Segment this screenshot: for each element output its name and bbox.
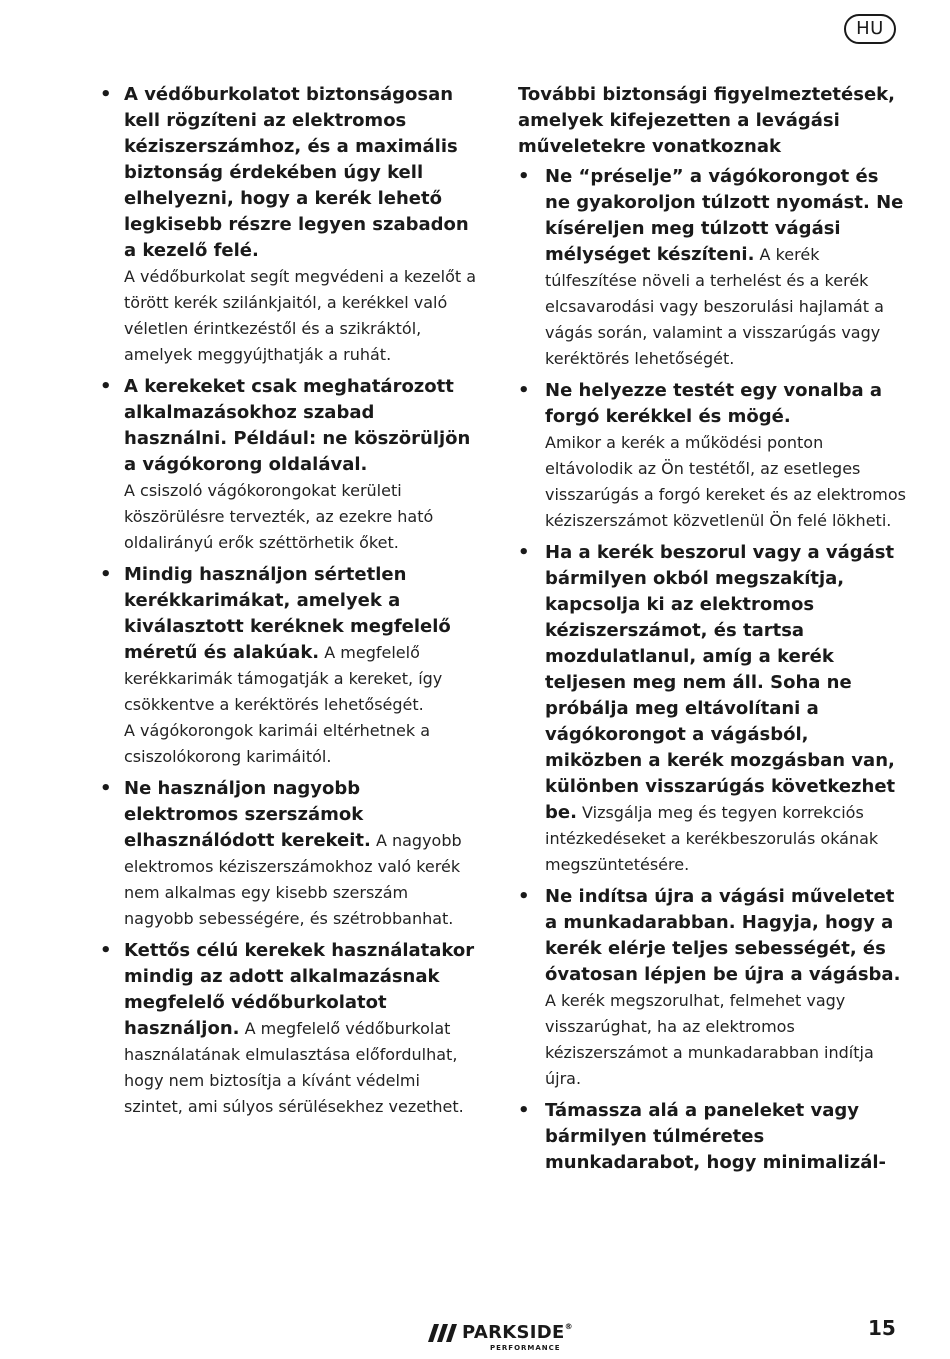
bullet-marker: • [100, 940, 112, 961]
bold-instruction: Támassza alá a paneleket vagy bármilyen túlméretes munkadarabot, hogy minimalizál- [545, 1100, 886, 1173]
bullet-marker: • [100, 376, 112, 397]
list-item [518, 378, 908, 534]
bold-instruction: Mindig használjon sértetlen kerékkarimákat, amelyek a kiválasztott keréknek megfelelő méretű és alakúak. [124, 564, 451, 663]
list-item [518, 164, 908, 372]
left-column [100, 82, 480, 1126]
bullet-marker: • [518, 886, 530, 907]
explanation-text: A megfelelő kerékkarimák támogatják a kereket, így csökkentve a keréktörés lehetőségét. [124, 643, 443, 714]
left-bullet-list [100, 82, 480, 1120]
explanation-text: Vizsgálja meg és tegyen korrekciós intézkedéseket a kerékbeszorulás okának megszüntetésére. [545, 803, 879, 874]
explanation-text: A védőburkolat segít megvédeni a kezelőt a törött kerék szilánkjaitól, a kerékkel való véletlen érintkezéstől és a szikráktól, amelyek meggyújthatják a ruhát. [124, 267, 477, 364]
bold-instruction: A kerekeket csak meghatározott alkalmazásokhoz szabad használni. Például: ne köszörüljön a vágókorong oldalával. [124, 376, 471, 475]
list-item [518, 1098, 908, 1176]
bold-instruction: Ne használjon nagyobb elektromos szerszámok elhasználódott kerekeit. [124, 778, 371, 851]
list-item [100, 562, 480, 770]
bullet-marker: • [100, 778, 112, 799]
right-column [518, 82, 908, 1182]
explanation-text: A nagyobb elektromos kéziszerszámokhoz való kerék nem alkalmas egy kisebb szerszám nagyobb sebességére, és szétrobbanhat. [124, 831, 462, 928]
bold-instruction: A védőburkolatot biztonságosan kell rögzíteni az elektromos kéziszerszámhoz, és a maximális biztonság érdekében úgy kell elhelyezni, hogy a kerék lehető legkisebb részre legyen szabadon a kezelő felé. [124, 84, 469, 261]
explanation-text: A kerék túlfeszítése növeli a terhelést és a kerék elcsavarodási vagy beszorulási hajlamát a vágás során, valamint a visszarúgás vagy keréktörés lehetőségét. [545, 245, 884, 368]
explanation-text: A kerék megszorulhat, felmehet vagy visszarúghat, ha az elektromos kéziszerszámot a munkadarabban indítja újra. [545, 991, 874, 1088]
bullet-marker: • [518, 542, 530, 563]
bold-instruction: Ne indítsa újra a vágási műveletet a munkadarabban. Hagyja, hogy a kerék elérje teljes sebességét, és óvatosan lépjen be újra a vágásba. [545, 886, 901, 985]
list-item [100, 938, 480, 1120]
bold-instruction: Ne “préselje” a vágókorongot és ne gyakoroljon túlzott nyomást. Ne kíséreljen meg túlzott vágási mélységet készíteni. [545, 166, 904, 265]
brand-name: PARKSIDE® [462, 1322, 573, 1343]
section-heading: További biztonsági figyelmeztetések, amelyek kifejezetten a levágási műveletekre vonatkoznak [518, 84, 895, 157]
bullet-marker: • [100, 84, 112, 105]
brand-slashes-icon [428, 1324, 458, 1342]
right-bullet-list [518, 164, 908, 1176]
bullet-marker: • [100, 564, 112, 585]
bold-instruction: Kettős célú kerekek használatakor mindig az adott alkalmazásnak megfelelő védőburkolatot használjon. [124, 940, 475, 1039]
parkside-logo [428, 1318, 588, 1358]
explanation-text: A csiszoló vágókorongokat kerületi köszörülésre tervezték, az ezekre ható oldalirányú erők széttörhetik őket. [124, 481, 434, 552]
list-item [100, 776, 480, 932]
extra-note-text: A vágókorongok karimái eltérhetnek a csiszolókorong karimáitól. [124, 721, 431, 766]
page-number: 15 [868, 1316, 896, 1340]
bullet-marker: • [518, 1100, 530, 1121]
brand-subline: PERFORMANCE [490, 1344, 561, 1352]
list-item [100, 374, 480, 556]
explanation-text: A megfelelő védőburkolat használatának elmulasztása előfordulhat, hogy nem biztosítja a kívánt védelmi szintet, ami súlyos sérülésekhez vezethet. [124, 1019, 464, 1116]
bold-instruction: Ha a kerék beszorul vagy a vágást bármilyen okból megszakítja, kapcsolja ki az elektromos kéziszerszámot, és tartsa mozdulatlanul, amíg a kerék teljesen meg nem áll. Soha ne próbálja meg eltávolítani a vágókorongot a vágásból, miközben a kerék mozgásban van, különben visszarúgás következhet be. [545, 542, 896, 823]
bullet-marker: • [518, 166, 530, 187]
list-item [518, 540, 908, 878]
bullet-marker: • [518, 380, 530, 401]
bold-instruction: Ne helyezze testét egy vonalba a forgó kerékkel és mögé. [545, 380, 883, 427]
list-item [518, 884, 908, 1092]
list-item [100, 82, 480, 368]
language-badge: HU [844, 14, 896, 44]
explanation-text: Amikor a kerék a működési ponton eltávolodik az Ön testétől, az esetleges visszarúgás a forgó kereket és az elektromos kéziszerszámot közvetlenül Ön felé lökheti. [545, 433, 906, 530]
